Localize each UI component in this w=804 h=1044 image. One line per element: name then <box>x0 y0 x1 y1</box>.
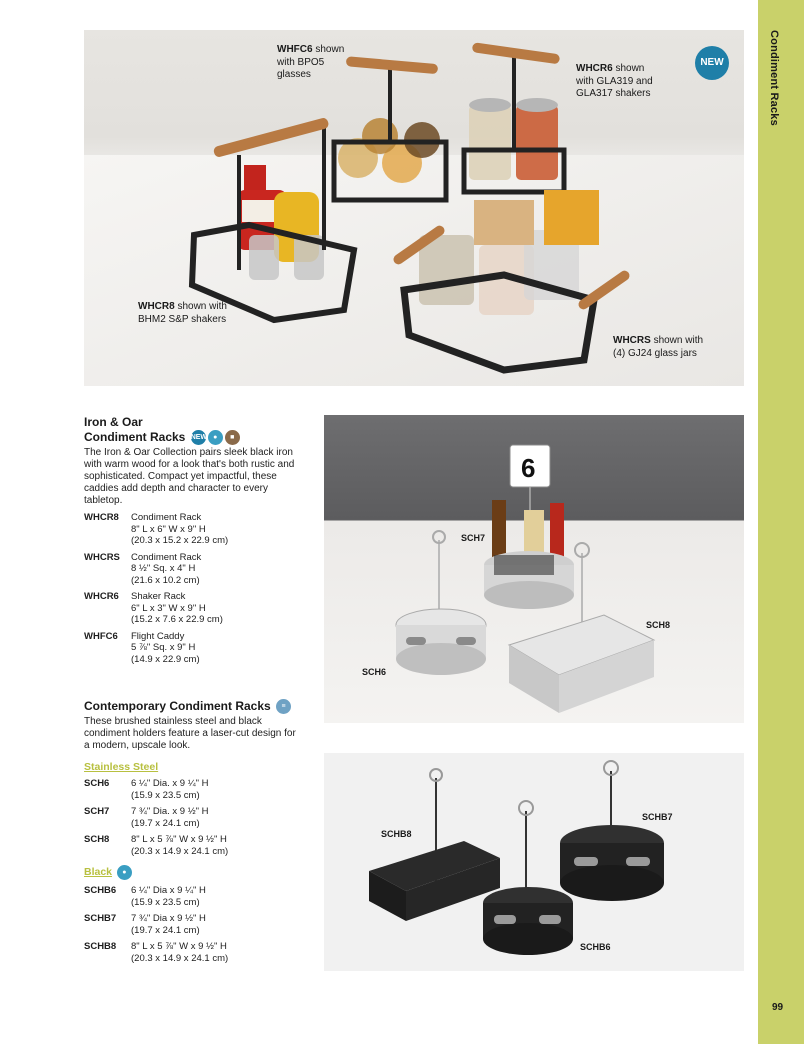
spec-code: SCH8 <box>84 834 110 846</box>
spec-metric: (19.7 x 24.1 cm) <box>131 924 200 936</box>
caption-code: WHCRS <box>613 335 651 346</box>
caption-whfc6 <box>277 44 344 82</box>
black-label: Black <box>84 866 113 879</box>
label-schb7: SCHB7 <box>642 812 673 822</box>
spec-code: WHCR8 <box>84 512 119 524</box>
spec-code: SCH6 <box>84 778 110 790</box>
spec-row <box>84 941 304 964</box>
whcrs-rack-drawing <box>392 190 632 370</box>
label-sch7: SCH7 <box>461 533 486 543</box>
whcr8-rack-drawing <box>192 117 354 320</box>
caption-line: shown with <box>177 301 227 312</box>
page-number: 99 <box>772 1002 784 1013</box>
spec-desc <box>131 512 228 547</box>
caption-whcrs <box>613 335 703 360</box>
caption-line: with GLA319 and <box>576 75 653 87</box>
iron-oar-spec-list <box>84 512 304 665</box>
spec-metric: (14.9 x 22.9 cm) <box>131 653 200 665</box>
spec-row <box>84 591 304 626</box>
table-number-card: 6 <box>521 453 536 483</box>
spec-dims: 6" L x 3" W x 9" H <box>131 602 206 614</box>
iron-oar-title-line1: Iron & Oar <box>84 415 143 429</box>
spec-code: SCHB7 <box>84 913 117 925</box>
caption-code: WHCR6 <box>576 63 613 74</box>
spec-dims: 8 ½" Sq. x 4" H <box>131 563 196 575</box>
spec-metric: (15.2 x 7.6 x 22.9 cm) <box>131 614 223 626</box>
iron-oar-description: The Iron & Oar Collection pairs sleek black iron with warm wood for a look that's both rustic and sophisticated. Compact yet impactful, these caddies add depth and character to every tabletop. <box>84 447 295 507</box>
spec-metric: (15.9 x 23.5 cm) <box>131 896 200 908</box>
spec-metric: (20.3 x 15.2 x 22.9 cm) <box>131 535 229 547</box>
spec-name: Condiment Rack <box>131 551 202 563</box>
spec-row <box>84 834 304 857</box>
caption-line: glasses <box>277 69 311 80</box>
spec-metric: (21.6 x 10.2 cm) <box>131 574 200 586</box>
black-racks-illustration <box>324 753 744 971</box>
whcr6-rack-drawing <box>464 42 564 192</box>
whfc6-caddy-drawing <box>334 56 446 200</box>
spec-desc <box>131 806 209 829</box>
spec-code: SCH7 <box>84 806 110 818</box>
new-icon: NEW <box>191 430 206 445</box>
contemporary-section <box>84 699 304 964</box>
spec-metric: (15.9 x 23.5 cm) <box>131 789 200 801</box>
contemporary-description: These brushed stainless steel and black condiment holders feature a laser-cut design for a modern, upscale look. <box>84 716 296 752</box>
spec-metric: (20.3 x 14.9 x 24.1 cm) <box>131 952 229 964</box>
water-drop-icon: ● <box>208 430 223 445</box>
spec-dims: 8" L x 5 ⅞" W x 9 ½" H <box>131 834 227 846</box>
spec-code: SCHB6 <box>84 885 117 897</box>
spec-desc <box>131 913 206 936</box>
iron-oar-section <box>84 415 304 665</box>
caption-whcr8 <box>138 301 227 326</box>
spec-code: WHCRS <box>84 551 120 563</box>
caption-line: shown with <box>653 335 704 346</box>
caption-line: GLA317 shakers <box>576 88 651 99</box>
spec-row <box>84 806 304 829</box>
spec-dims: 8" L x 5 ⅞" W x 9 ½" H <box>131 941 227 953</box>
caption-whcr6 <box>576 63 653 101</box>
caption-line: shown <box>615 63 645 74</box>
stainless-racks-photo <box>324 415 744 723</box>
spec-code: SCHB8 <box>84 941 117 953</box>
spec-row <box>84 512 304 547</box>
new-badge: NEW <box>695 46 729 80</box>
spec-desc <box>131 885 206 908</box>
caption-code: WHCR8 <box>138 301 175 312</box>
label-schb6: SCHB6 <box>580 942 611 952</box>
iron-oar-title-text: Condiment Racks <box>84 430 186 444</box>
caption-line: with BPO5 <box>277 56 325 68</box>
caption-line: (4) GJ24 glass jars <box>613 347 697 359</box>
spec-code: WHCR6 <box>84 591 119 603</box>
stainless-steel-label: Stainless Steel <box>84 761 159 774</box>
spec-dims: 6 ¼" Dia. x 9 ¼" H <box>131 778 209 790</box>
spec-dims: 6 ¼" Dia x 9 ¼" H <box>131 885 206 897</box>
spec-row <box>84 885 304 908</box>
spec-desc <box>131 552 201 587</box>
black-label-row <box>84 865 304 880</box>
caption-line: shown <box>315 44 345 55</box>
spec-dims: 5 ⅞" Sq. x 9" H <box>131 642 196 654</box>
spec-dims: 8" L x 6" W x 9" H <box>131 523 206 535</box>
spec-desc <box>131 778 209 801</box>
spec-code: WHFC6 <box>84 630 118 642</box>
spec-desc <box>131 591 223 626</box>
section-sidebar <box>758 0 804 1044</box>
spec-desc <box>131 941 228 964</box>
spec-row <box>84 631 304 666</box>
spec-row <box>84 913 304 936</box>
spec-dims: 7 ¾" Dia. x 9 ½" H <box>131 806 209 818</box>
wood-icon: ■ <box>225 430 240 445</box>
spec-desc <box>131 631 200 666</box>
hero-photo <box>84 30 744 386</box>
caption-line: BHM2 S&P shakers <box>138 313 227 325</box>
dishwasher-icon: ≡ <box>276 699 291 714</box>
contemporary-title-text: Contemporary Condiment Racks <box>84 699 271 713</box>
water-drop-icon: ● <box>117 865 132 880</box>
spec-row <box>84 552 304 587</box>
iron-oar-title-line2 <box>84 430 304 445</box>
label-schb8: SCHB8 <box>381 829 412 839</box>
section-title: Condiment Racks <box>768 30 780 126</box>
contemporary-title <box>84 699 304 714</box>
spec-name: Condiment Rack <box>131 512 202 524</box>
spec-name: Flight Caddy <box>131 630 185 642</box>
spec-row <box>84 778 304 801</box>
label-sch8: SCH8 <box>646 620 671 630</box>
spec-metric: (20.3 x 14.9 x 24.1 cm) <box>131 845 229 857</box>
label-sch6: SCH6 <box>362 667 387 677</box>
black-racks-photo <box>324 753 744 971</box>
spec-desc <box>131 834 228 857</box>
spec-name: Shaker Rack <box>131 591 186 603</box>
caption-code: WHFC6 <box>277 44 313 55</box>
spec-dims: 7 ¾" Dia x 9 ½" H <box>131 913 206 925</box>
spec-metric: (19.7 x 24.1 cm) <box>131 817 200 829</box>
